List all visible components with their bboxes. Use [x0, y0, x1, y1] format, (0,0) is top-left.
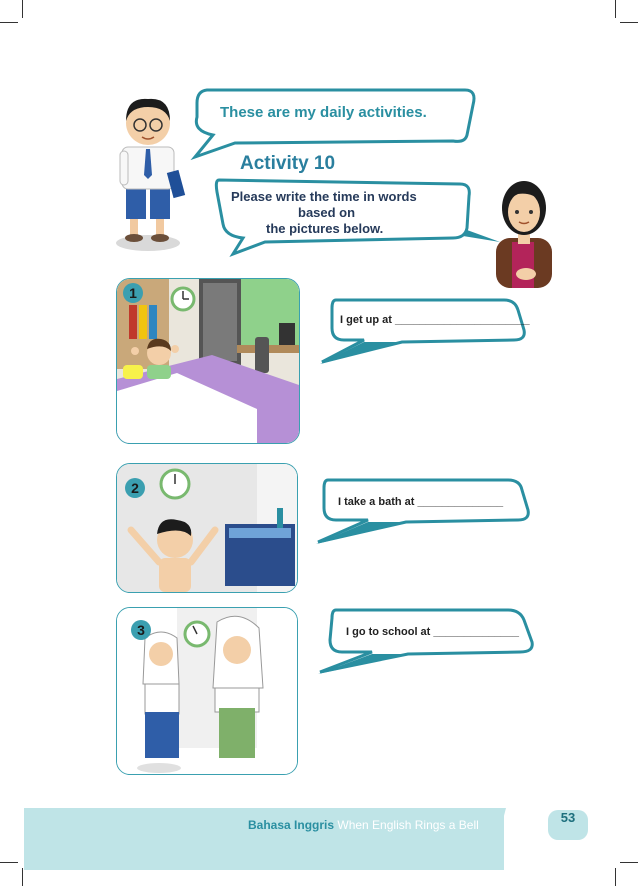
page-number: 53: [548, 810, 588, 840]
crop-mark: [615, 0, 616, 18]
teacher-illustration: [492, 172, 556, 288]
activity-2-prompt: I take a bath at ______________: [338, 496, 504, 508]
crop-mark: [0, 862, 18, 863]
activity-2-number: 2: [125, 478, 145, 498]
book-subtitle: When English Rings a Bell: [337, 818, 479, 832]
activity-1-number: 1: [123, 283, 143, 303]
instruction-line-2: based on: [298, 205, 356, 220]
activity-3-number: 3: [131, 620, 151, 640]
activity-2-picture: [116, 463, 298, 593]
bubble-title: These are my daily activities.: [220, 104, 427, 121]
activity-3-prompt: I go to school at ______________: [346, 626, 520, 638]
crop-mark: [0, 22, 18, 23]
activity-1-picture: [116, 278, 300, 444]
instruction-line-3: the pictures below.: [266, 221, 384, 236]
footer-band-edge: [490, 808, 520, 870]
activity-3-speech-bubble: [312, 606, 538, 678]
footer-text: [248, 818, 479, 832]
activity-3-picture: [116, 607, 298, 775]
instruction-line-1: Please write the time in words: [231, 189, 417, 204]
activity-1-prompt: I get up at ______________________: [340, 314, 530, 326]
crop-mark: [22, 868, 23, 886]
activity-2-speech-bubble: [310, 476, 535, 548]
activity-label: Activity 10: [240, 153, 336, 174]
crop-mark: [620, 22, 638, 23]
boy-student-illustration: [110, 95, 190, 255]
book-title: Bahasa Inggris: [248, 818, 335, 832]
crop-mark: [620, 862, 638, 863]
bedroom-scene: [117, 279, 299, 443]
crop-mark: [22, 0, 23, 18]
crop-mark: [615, 868, 616, 886]
activity-1-speech-bubble: [310, 296, 535, 368]
